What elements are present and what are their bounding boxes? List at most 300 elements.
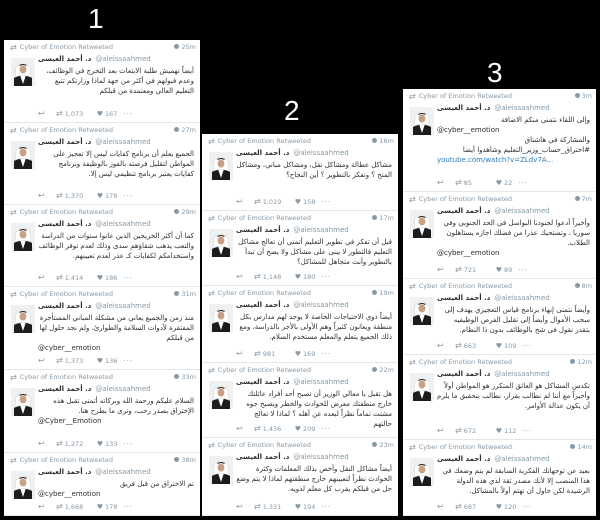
retweeted-by-label[interactable]: Cyber of Emotion Retweeted: [217, 441, 311, 449]
retweet-count: 85: [463, 178, 472, 187]
retweet-count: 1,668: [64, 502, 84, 511]
heart-icon[interactable]: ♥: [294, 349, 301, 358]
retweet-icon[interactable]: ⇄: [455, 265, 462, 274]
author-name[interactable]: د. أحمد العيسى: [236, 226, 290, 234]
more-icon[interactable]: ···: [321, 272, 332, 281]
author-name[interactable]: د. أحمد العيسى: [236, 301, 290, 309]
avatar[interactable]: [209, 381, 233, 409]
tweet-time[interactable]: [372, 137, 394, 145]
tweet-actions: [236, 272, 394, 282]
dot-icon: [570, 444, 575, 449]
tweet-text: [437, 305, 590, 340]
author-name[interactable]: د. أحمد العيسى: [38, 55, 92, 63]
column-number-2: 2: [284, 95, 300, 126]
tweet-text: [38, 231, 194, 272]
retweet-icon[interactable]: ⇄: [56, 356, 63, 365]
mention-link[interactable]: @cyber__emotion: [437, 126, 500, 134]
retweet-icon[interactable]: ⇄: [455, 502, 462, 511]
retweeted-by-label[interactable]: Cyber of Emotion Retweeted: [19, 290, 113, 298]
tweet-body: كما أن أكثر الخريجين الذين عانوا سنوات من الدراسة والتعب يذهب شقاؤهم سدى وذلك لعدم توفر الوظائف واستخدامكم لكفايات كـ عذر لعدم تعيينهم.: [38, 232, 194, 260]
more-icon[interactable]: ···: [518, 265, 528, 274]
author-name[interactable]: د. أحمد العيسى: [38, 385, 92, 393]
author-handle[interactable]: @aleissaahmed: [293, 226, 349, 234]
tweet-actions: [236, 349, 394, 359]
author-line: [38, 138, 196, 149]
tweet-text: [236, 464, 392, 501]
dot-icon: [174, 291, 179, 296]
dot-icon: [174, 44, 179, 49]
retweeted-by-label[interactable]: Cyber of Emotion Retweeted: [418, 195, 512, 203]
author-handle[interactable]: @aleissaahmed: [293, 301, 349, 309]
tweet-actions: [38, 356, 196, 366]
tweet-time[interactable]: [575, 92, 592, 100]
heart-icon[interactable]: ♥: [294, 502, 301, 511]
tweet-card[interactable]: [202, 134, 398, 211]
like-count: 178: [104, 191, 118, 200]
tweet-time[interactable]: [570, 358, 592, 366]
tweet-time-text: 33m: [181, 373, 196, 381]
tweet-text: [38, 66, 194, 108]
tweet-time[interactable]: [174, 456, 196, 464]
reply-icon[interactable]: ↩: [38, 109, 45, 118]
retweeted-by-label[interactable]: Cyber of Emotion Retweeted: [217, 366, 311, 374]
retweet-header: [10, 126, 196, 137]
reply-icon[interactable]: ↩: [437, 265, 444, 274]
author-handle[interactable]: @aleissaahmed: [494, 455, 550, 463]
tweet-time[interactable]: [174, 208, 196, 216]
retweeted-by-label[interactable]: Cyber of Emotion Retweeted: [418, 443, 512, 451]
avatar[interactable]: [11, 388, 35, 416]
reply-icon[interactable]: ↩: [236, 272, 243, 281]
author-handle[interactable]: @aleissaahmed: [95, 138, 151, 146]
retweet-count: 672: [463, 426, 477, 435]
mention-link[interactable]: @cyber__emotion: [437, 249, 500, 257]
retweet-header: [409, 443, 592, 454]
more-icon[interactable]: ···: [321, 502, 332, 511]
retweet-header: [10, 373, 196, 384]
like-count: 209: [302, 424, 316, 433]
avatar[interactable]: [410, 297, 434, 325]
retweet-icon[interactable]: ⇄: [455, 426, 462, 435]
retweet-header: [409, 358, 592, 369]
heart-icon[interactable]: ♥: [495, 341, 502, 350]
tweet-body: وإلى اللقاء نتمنى منكم الاضافة: [500, 116, 590, 124]
tweet-actions: [38, 109, 196, 119]
more-icon[interactable]: ···: [321, 349, 332, 358]
retweet-count: 1,373: [64, 356, 84, 365]
tweet-time[interactable]: [372, 214, 394, 222]
more-icon[interactable]: ···: [518, 178, 528, 187]
retweet-header: [10, 43, 196, 54]
retweet-icon: ⇄: [409, 282, 416, 291]
heart-icon[interactable]: ♥: [294, 424, 301, 433]
tweet-card[interactable]: [4, 205, 200, 287]
reply-icon[interactable]: ↩: [38, 356, 45, 365]
avatar[interactable]: [209, 456, 233, 484]
tweet-time-text: 17m: [379, 214, 394, 222]
retweet-icon[interactable]: ⇄: [56, 191, 63, 200]
author-line: [236, 226, 394, 237]
dot-icon: [174, 209, 179, 214]
reply-icon[interactable]: ↩: [437, 426, 444, 435]
tweet-text: [236, 160, 392, 196]
author-line: [437, 294, 592, 305]
author-line: [38, 302, 196, 313]
author-name[interactable]: د. أحمد العيسى: [236, 378, 290, 386]
more-icon[interactable]: ···: [123, 439, 134, 448]
tweet-time-text: 8m: [581, 282, 592, 290]
mention-link[interactable]: @Cyber__Emotion: [38, 417, 102, 425]
dot-icon: [575, 93, 580, 98]
heart-icon[interactable]: ♥: [495, 426, 502, 435]
retweet-count: 1,414: [64, 273, 84, 282]
more-icon[interactable]: ···: [123, 502, 134, 511]
tweet-body: أيضاً ذوي الاحتياجات الخاصة لا يوجد لهم مدارس بكل منطقة ويعانون كثيراً وهم الأولى بالأجر بالدراسة، ومع ذلك الجميع يتعلم والمعلم مستخدم السلام.: [239, 313, 392, 341]
retweet-count: 687: [463, 502, 477, 511]
like-count: 186: [104, 273, 118, 282]
more-icon[interactable]: ···: [522, 502, 533, 511]
retweeted-by-label[interactable]: Cyber of Emotion Retweeted: [19, 456, 113, 464]
dot-icon: [570, 359, 575, 364]
tweet-text: [38, 479, 194, 501]
retweet-icon[interactable]: ⇄: [455, 341, 462, 350]
retweet-count: 663: [463, 341, 477, 350]
heart-icon[interactable]: ♥: [294, 197, 301, 206]
tweet-text: [38, 313, 194, 355]
avatar[interactable]: [410, 107, 434, 135]
retweet-header: [409, 282, 592, 293]
more-icon[interactable]: ···: [321, 197, 332, 206]
tweet-actions: [38, 273, 196, 283]
tweet-time-text: 29m: [181, 208, 196, 216]
tweet-card[interactable]: [202, 363, 398, 438]
tweet-time-text: 38m: [181, 456, 196, 464]
tweet-time-text: 23m: [379, 441, 394, 449]
tweet-text: [437, 218, 590, 264]
tweet-actions: [437, 426, 592, 436]
more-icon[interactable]: ···: [123, 273, 134, 282]
tweet-time-text: 14m: [577, 443, 592, 451]
retweet-icon: ⇄: [208, 214, 215, 223]
like-count: 133: [104, 439, 118, 448]
tweet-text: [38, 396, 194, 438]
avatar[interactable]: [11, 471, 35, 499]
tweet-time[interactable]: [174, 373, 196, 381]
retweet-header: [10, 456, 196, 467]
avatar[interactable]: [11, 141, 35, 169]
author-handle[interactable]: @aleissaahmed: [293, 378, 349, 386]
column-number-3: 3: [487, 57, 503, 88]
tweet-time[interactable]: [174, 290, 196, 298]
tweet-text: [437, 115, 590, 177]
reply-icon[interactable]: ↩: [38, 502, 45, 511]
dot-icon: [372, 215, 377, 220]
author-line: [236, 378, 394, 389]
tweet-actions: [437, 178, 592, 188]
tweet-body: مشاكل عطالة ومشاكل نقل، ومشاكل مباني، ومشاكل المنح ؟ وتفكر بالتطوير ؟ أين النجاح؟: [236, 161, 392, 179]
author-name[interactable]: د. أحمد العيسى: [38, 220, 92, 228]
tweet-actions: [437, 265, 592, 275]
tweet-actions: [38, 191, 196, 201]
tweet-text: [437, 381, 590, 425]
avatar[interactable]: [209, 304, 233, 332]
author-name[interactable]: د. أحمد العيسى: [38, 302, 92, 310]
mention-link[interactable]: @cyber__emotion: [38, 490, 101, 498]
reply-icon[interactable]: ↩: [437, 502, 444, 511]
tweet-body-continued: والمشاركة في هاشتاق #اختراق_حساب_وزير_التعليم وشاهدوا أيضا: [462, 136, 590, 154]
avatar[interactable]: [11, 223, 35, 251]
author-handle[interactable]: @aleissaahmed: [95, 468, 151, 476]
retweet-icon[interactable]: ⇄: [455, 178, 462, 187]
author-name[interactable]: د. أحمد العيسى: [236, 453, 290, 461]
author-handle[interactable]: @aleissaahmed: [494, 370, 550, 378]
author-line: [437, 455, 592, 466]
retweet-header: [208, 289, 394, 300]
heart-icon[interactable]: ♥: [96, 109, 103, 118]
tweet-text: [236, 389, 392, 428]
retweeted-by-label[interactable]: Cyber of Emotion Retweeted: [217, 137, 311, 145]
dot-icon: [372, 290, 377, 295]
retweeted-by-label[interactable]: Cyber of Emotion Retweeted: [418, 282, 512, 290]
retweet-count: 1,148: [262, 272, 282, 281]
tweet-time-text: 31m: [181, 290, 196, 298]
dot-icon: [372, 442, 377, 447]
retweeted-by-label[interactable]: Cyber of Emotion Retweeted: [217, 289, 311, 297]
column-number-1: 1: [88, 3, 104, 34]
reply-icon[interactable]: ↩: [437, 178, 444, 187]
retweet-icon[interactable]: ⇄: [56, 502, 63, 511]
heart-icon[interactable]: ♥: [96, 502, 103, 511]
tweet-card[interactable]: [403, 355, 596, 440]
retweeted-by-label[interactable]: Cyber of Emotion Retweeted: [418, 92, 512, 100]
heart-icon[interactable]: ♥: [96, 439, 103, 448]
tweet-link[interactable]: youtube.com/watch?v=ZLdv7A...: [437, 156, 554, 164]
tweet-text: [437, 466, 590, 501]
author-line: [38, 220, 196, 231]
retweet-count: 1,331: [262, 502, 282, 511]
tweet-card[interactable]: [202, 286, 398, 363]
tweet-card[interactable]: [403, 192, 596, 279]
dot-icon: [174, 457, 179, 462]
tweet-card[interactable]: [403, 279, 596, 355]
tweet-time[interactable]: [372, 366, 394, 374]
heart-icon[interactable]: ♥: [495, 265, 502, 274]
retweet-icon: ⇄: [208, 137, 215, 146]
retweet-icon: ⇄: [409, 358, 416, 367]
like-count: 158: [302, 197, 316, 206]
avatar[interactable]: [209, 229, 233, 257]
retweet-icon: ⇄: [10, 373, 17, 382]
retweet-icon[interactable]: ⇄: [56, 109, 63, 118]
author-name[interactable]: د. أحمد العيسى: [437, 455, 491, 463]
tweet-time[interactable]: [174, 43, 196, 51]
more-icon[interactable]: ···: [123, 109, 134, 118]
tweet-time-text: 27m: [181, 126, 196, 134]
more-icon[interactable]: ···: [522, 341, 533, 350]
author-line: [38, 468, 196, 479]
retweet-icon[interactable]: ⇄: [56, 439, 63, 448]
reply-icon[interactable]: ↩: [38, 273, 45, 282]
retweet-icon[interactable]: ⇄: [254, 349, 261, 358]
author-line: [437, 370, 592, 381]
author-name[interactable]: د. أحمد العيسى: [437, 207, 491, 215]
avatar[interactable]: [410, 373, 434, 401]
retweet-header: [10, 290, 196, 301]
tweet-body: الجميع يعلم أن برنامج كفايات ليس إلا تعجيز على المواطن لتقليل فرصته بالفوز بالوظيفة وبرنامج كفايات يعتبر برنامج تنظيمي ليس إلا.: [53, 150, 194, 178]
retweet-icon[interactable]: ⇄: [254, 272, 261, 281]
tweet-body: وأيضاً نتمنى إنهاء برنامج قياس التعجيزي يهدف إلى سحب الأموال وأيضاً إلى تقليل الفرص الوظيفيه بتقدر نقول في شح بالوظائف بدون ذا النظام.: [444, 306, 590, 334]
retweet-count: 981: [262, 349, 276, 358]
tweet-time-text: 19m: [379, 289, 394, 297]
author-handle[interactable]: @aleissaahmed: [95, 220, 151, 228]
author-handle[interactable]: @aleissaahmed: [293, 453, 349, 461]
heart-icon[interactable]: ♥: [495, 502, 502, 511]
tweet-time[interactable]: [174, 126, 196, 134]
author-handle[interactable]: @aleissaahmed: [293, 149, 349, 157]
heart-icon[interactable]: ♥: [96, 273, 103, 282]
tweet-time-text: 7m: [581, 195, 592, 203]
tweet-actions: [236, 197, 394, 207]
author-handle[interactable]: @aleissaahmed: [95, 302, 151, 310]
retweet-icon[interactable]: ⇄: [254, 424, 261, 433]
avatar[interactable]: [410, 210, 434, 238]
reply-icon[interactable]: ↩: [437, 341, 444, 350]
tweet-text: [38, 149, 194, 190]
reply-icon[interactable]: ↩: [236, 349, 243, 358]
retweet-icon[interactable]: ⇄: [254, 197, 261, 206]
retweeted-by-label[interactable]: Cyber of Emotion Retweeted: [217, 214, 311, 222]
more-icon[interactable]: ···: [321, 424, 332, 433]
retweeted-by-label[interactable]: Cyber of Emotion Retweeted: [19, 208, 113, 216]
tweet-body: هل تقبل يا معالي الوزير أن تصبح أحد أفراد عائلتك خارج منطقتك معرض للحوادث والخطر ويصبح جوه مشتت تماماً نظراً لبعده عن أهله ؟ لماذا لا تعالج حالتهم: [246, 390, 392, 428]
dot-icon: [174, 127, 179, 132]
dot-icon: [372, 367, 377, 372]
tweet-actions: [437, 502, 592, 512]
retweet-icon: ⇄: [409, 92, 416, 101]
heart-icon[interactable]: ♥: [294, 272, 301, 281]
author-name[interactable]: د. أحمد العيسى: [437, 370, 491, 378]
author-handle[interactable]: @aleissaahmed: [95, 55, 151, 63]
tweet-actions: [236, 424, 394, 434]
avatar[interactable]: [11, 58, 35, 86]
tweet-text: [236, 237, 392, 271]
author-name[interactable]: د. أحمد العيسى: [38, 468, 92, 476]
author-handle[interactable]: @aleissaahmed: [494, 294, 550, 302]
retweeted-by-label[interactable]: Cyber of Emotion Retweeted: [19, 43, 113, 51]
tweet-card[interactable]: [4, 40, 200, 123]
dot-icon: [575, 196, 580, 201]
reply-icon[interactable]: ↩: [236, 424, 243, 433]
avatar[interactable]: [410, 458, 434, 486]
tweet-time-text: 22m: [379, 366, 394, 374]
retweet-header: [409, 92, 592, 103]
retweet-count: 1,073: [64, 109, 84, 118]
retweeted-by-label[interactable]: Cyber of Emotion Retweeted: [19, 373, 113, 381]
tweet-card[interactable]: [4, 123, 200, 205]
retweet-icon[interactable]: ⇄: [254, 502, 261, 511]
retweet-count: 721: [463, 265, 477, 274]
tweet-card[interactable]: [4, 287, 200, 370]
retweet-header: [208, 137, 394, 148]
retweet-icon: ⇄: [208, 366, 215, 375]
tweet-time[interactable]: [575, 195, 592, 203]
like-count: 167: [104, 109, 118, 118]
retweeted-by-label[interactable]: Cyber of Emotion Retweeted: [418, 358, 512, 366]
retweet-header: [208, 441, 394, 452]
retweet-count: 1,436: [262, 424, 282, 433]
heart-icon[interactable]: ♥: [495, 178, 502, 187]
avatar[interactable]: [11, 305, 35, 333]
like-count: 178: [104, 502, 118, 511]
heart-icon[interactable]: ♥: [96, 191, 103, 200]
author-name[interactable]: د. أحمد العيسى: [38, 138, 92, 146]
tweet-card[interactable]: [4, 370, 200, 453]
more-icon[interactable]: ···: [123, 356, 134, 365]
like-count: 180: [302, 272, 316, 281]
author-handle[interactable]: @aleissaahmed: [95, 385, 151, 393]
author-name[interactable]: د. أحمد العيسى: [236, 149, 290, 157]
retweet-header: [10, 208, 196, 219]
retweet-icon: ⇄: [208, 289, 215, 298]
tweet-card[interactable]: [403, 89, 596, 192]
tweet-time[interactable]: [570, 443, 592, 451]
tweet-time[interactable]: [372, 441, 394, 449]
tweet-card[interactable]: [202, 438, 398, 516]
retweeted-by-label[interactable]: Cyber of Emotion Retweeted: [19, 126, 113, 134]
tweet-time[interactable]: [372, 289, 394, 297]
more-icon[interactable]: ···: [522, 426, 533, 435]
reply-icon[interactable]: ↩: [236, 197, 243, 206]
author-name[interactable]: د. أحمد العيسى: [437, 104, 491, 112]
retweet-icon[interactable]: ⇄: [56, 273, 63, 282]
like-count: 22: [503, 178, 513, 187]
like-count: 169: [302, 349, 316, 358]
dot-icon: [372, 138, 377, 143]
author-handle[interactable]: @aleissaahmed: [494, 207, 550, 215]
tweet-body: السلام عليكم ورحمة الله وبركاته أتمنى تقبل هذه الإختراق بصدر رحب، وترى ما يطرح هنا.: [53, 397, 194, 415]
mention-link[interactable]: @cyber__emotion: [38, 344, 101, 352]
tweet-body: أيضاً تهميش طلبة الابتعاث بعد التخرج في الوظائف، وعدم قبولهم في أكثر من جهة لماذا وزارتكم تتبع التعليم العالي ومعتمدة من قبلكم: [46, 67, 194, 95]
reply-icon[interactable]: ↩: [38, 439, 45, 448]
reply-icon[interactable]: ↩: [38, 191, 45, 200]
tweet-actions: [38, 502, 196, 512]
retweet-icon: ⇄: [409, 195, 416, 204]
retweet-icon: ⇄: [10, 126, 17, 135]
tweet-card[interactable]: [403, 440, 596, 516]
tweet-time[interactable]: [575, 282, 592, 290]
like-count: 194: [302, 502, 316, 511]
tweet-body: أيضاً مشاكل النقل وأخص بذلك المعلمات وكثرة الحوادث نظراً لتعيينهم خارج منطقتهم لماذا لا يتم وضع حل من قبلكم يقرب كل معلم لذويه.: [236, 465, 392, 493]
tweet-body: بعيد عن توجهاتك الفكرية السابقة لم يتم وضعك في هذا المنصب إلا لأنك مصدر ثقة لذي هذه الدولة الرشيدة لكن حاول أن تهتم أولاً بالمشاكل.: [442, 467, 590, 495]
avatar[interactable]: [209, 152, 233, 180]
tweet-card[interactable]: [4, 453, 200, 516]
author-handle[interactable]: @aleissaahmed: [494, 104, 550, 112]
reply-icon[interactable]: ↩: [236, 502, 243, 511]
retweet-header: [409, 195, 592, 206]
heart-icon[interactable]: ♥: [96, 356, 103, 365]
retweet-count: 1,019: [262, 197, 282, 206]
tweet-card[interactable]: [202, 211, 398, 286]
author-name[interactable]: د. أحمد العيسى: [437, 294, 491, 302]
retweet-count: 1,272: [64, 439, 84, 448]
more-icon[interactable]: ···: [123, 191, 134, 200]
author-line: [38, 385, 196, 396]
tweet-body: تكدس المشاكل هو العائق المتكرر هو المواطن أولاً وأخيراً مع أننا لم نطالب بقرار، نطالب بتحقيق ما يلزم أن يكون عدالة الأوامر.: [436, 382, 590, 410]
tweet-time-text: 16m: [379, 137, 394, 145]
author-line: [236, 453, 394, 464]
tweet-body: منذ زمن والجميع يعاني من مشكلة المباني المستأجرة المفتقرة لأدوات السلامة والطوارئ، ولم نجد حلول لها من قبلكم: [39, 314, 194, 342]
tweet-time-text: 12m: [577, 358, 592, 366]
